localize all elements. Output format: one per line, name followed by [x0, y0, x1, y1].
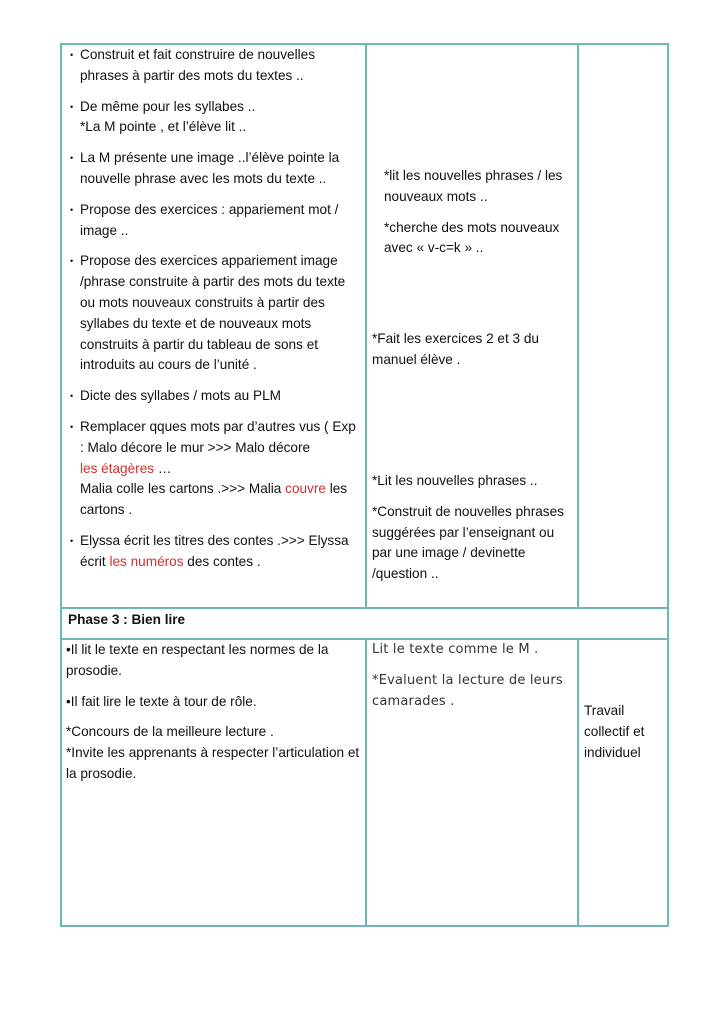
highlighted-word: couvre: [285, 481, 326, 497]
activity-item: [68, 417, 358, 521]
activity-item: [68, 97, 358, 139]
highlighted-word: les numéros: [109, 553, 184, 569]
table-border-left: [60, 43, 62, 926]
row3-work-mode: [584, 701, 664, 773]
activity-item: *Invite les apprenants à respecter l’articulation et la prosodie.: [66, 745, 360, 781]
row1-teacher-activities: [68, 45, 358, 583]
column-divider-1-row3: [365, 638, 367, 926]
learner-item: *Evaluent la lecture de leurs camarades .: [372, 672, 563, 709]
work-mode-text: Travail collectif et individuel: [584, 703, 645, 760]
row1-learner-activities-b: [372, 329, 572, 381]
activity-text: *La M pointe , et l’élève lit ..: [80, 119, 247, 135]
activity-item: *Concours de la meilleure lecture .: [66, 724, 274, 740]
table-border-right: [667, 43, 669, 926]
row1-learner-activities-a: [384, 166, 574, 269]
learner-item: *Construit de nouvelles phrases suggérées par l’enseignant ou par une image / devinette /question ..: [372, 503, 564, 582]
activity-item: • Construit et fait construire de nouvelles phrases à partir des mots du textes ..: [68, 45, 358, 87]
activity-text: les cartons .: [80, 481, 348, 518]
phase3-header: [68, 610, 658, 631]
highlighted-word: les étagères: [80, 460, 155, 476]
learner-item: Lit le texte comme le M .: [372, 642, 539, 657]
activity-item: •Il fait lire le texte à tour de rôle.: [66, 693, 257, 709]
phase-title: Phase 3 : Bien lire: [68, 612, 186, 627]
activity-text: …: [154, 460, 172, 476]
row1-learner-activities-c: [372, 471, 572, 595]
activity-item: •Il lit le texte en respectant les normes de la prosodie.: [66, 642, 329, 678]
activity-text: Remplacer qques mots par d’autres vus ( Exp : Malo décore le mur >>> Malo décore: [80, 418, 356, 455]
learner-item: *lit les nouvelles phrases / les nouveaux mots ..: [384, 168, 563, 204]
activity-item: • Propose des exercices : appariement mot / image ..: [68, 200, 358, 242]
learner-item: *Fait les exercices 2 et 3 du manuel élève .: [372, 331, 539, 367]
activity-item: • Propose des exercices appariement image /phrase construite à partir des mots du texte ou mots nouveaux construits à partir des syllabes du texte et de nouveaux mots construits à partir du tableau de sons et introduits au cours de l’unité .: [68, 251, 358, 376]
activity-item: • La M présente une image ..l’élève pointe la nouvelle phrase avec les mots du texte ..: [68, 148, 358, 190]
activity-item: [68, 531, 358, 573]
column-divider-1-row1: [365, 43, 367, 608]
activity-text: des contes .: [183, 553, 261, 569]
row3-learner-activities: [372, 640, 572, 722]
row3-teacher-activities: [66, 640, 360, 795]
activity-item: • Dicte des syllabes / mots au PLM: [68, 386, 358, 407]
activity-text: De même pour les syllabes ..: [80, 98, 256, 114]
activity-text: Elyssa écrit les titres des contes .>>> Elyssa écrit: [80, 532, 349, 569]
learner-item: *cherche des mots nouveaux avec « v-c=k » ..: [384, 219, 560, 256]
activity-text: Malia colle les cartons .>>> Malia: [80, 481, 282, 497]
learner-item: *Lit les nouvelles phrases ..: [372, 473, 538, 488]
column-divider-2-row3: [577, 638, 579, 926]
column-divider-2-row1: [577, 43, 579, 608]
